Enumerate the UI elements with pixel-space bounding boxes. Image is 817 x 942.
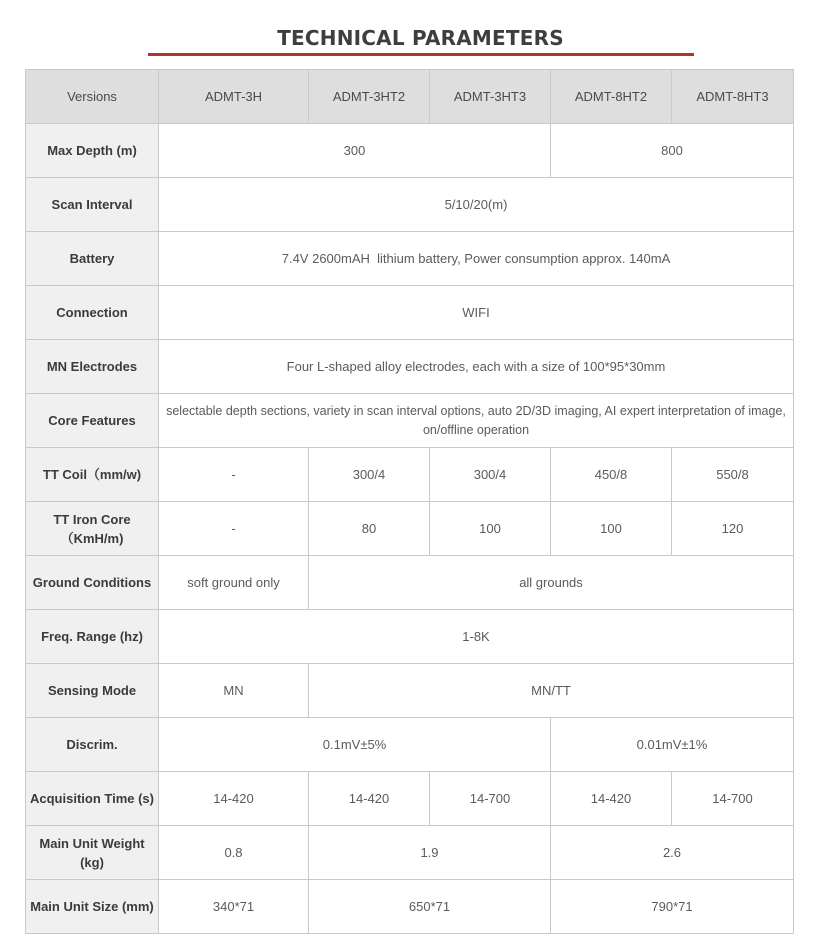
table-cell: 1-8K bbox=[159, 610, 794, 664]
header-model-cell: ADMT-3HT2 bbox=[309, 70, 430, 124]
table-cell: 2.6 bbox=[551, 826, 794, 880]
table-cell: MN bbox=[159, 664, 309, 718]
table-cell: 800 bbox=[551, 124, 794, 178]
table-cell: 0.8 bbox=[159, 826, 309, 880]
table-row-freq-range bbox=[26, 610, 794, 664]
table-row-core-features bbox=[26, 394, 794, 448]
table-cell: 120 bbox=[672, 502, 794, 556]
table-cell: 0.1mV±5% bbox=[159, 718, 551, 772]
row-label: Scan Interval bbox=[26, 178, 159, 232]
header-model-cell: ADMT-8HT2 bbox=[551, 70, 672, 124]
table-cell: 14-420 bbox=[309, 772, 430, 826]
table-cell: 650*71 bbox=[309, 880, 551, 934]
table-cell: 7.4V 2600mAH lithium battery, Power consumption approx. 140mA bbox=[159, 232, 794, 286]
table-row-main-unit-weight bbox=[26, 826, 794, 880]
header-model-cell: ADMT-8HT3 bbox=[672, 70, 794, 124]
table-cell: 100 bbox=[430, 502, 551, 556]
row-label: Ground Conditions bbox=[26, 556, 159, 610]
table-cell: 5/10/20(m) bbox=[159, 178, 794, 232]
table-header-row bbox=[26, 70, 794, 124]
table-row-discrim bbox=[26, 718, 794, 772]
page-title: TECHNICAL PARAMETERS bbox=[277, 26, 564, 50]
table-cell: 340*71 bbox=[159, 880, 309, 934]
table-row-main-unit-size bbox=[26, 880, 794, 934]
header-versions-label: Versions bbox=[26, 70, 159, 124]
table-cell: 80 bbox=[309, 502, 430, 556]
table-row-scan-interval bbox=[26, 178, 794, 232]
table-row-ground-conditions bbox=[26, 556, 794, 610]
table-cell: 790*71 bbox=[551, 880, 794, 934]
table-cell: 0.01mV±1% bbox=[551, 718, 794, 772]
table-cell: 14-420 bbox=[551, 772, 672, 826]
row-label: Sensing Mode bbox=[26, 664, 159, 718]
table-cell: MN/TT bbox=[309, 664, 794, 718]
row-label: TT Iron Core（KmH/m) bbox=[26, 502, 159, 556]
row-label: Max Depth (m) bbox=[26, 124, 159, 178]
table-cell: 450/8 bbox=[551, 448, 672, 502]
table-cell: 100 bbox=[551, 502, 672, 556]
table-cell: all grounds bbox=[309, 556, 794, 610]
table-cell: 14-700 bbox=[430, 772, 551, 826]
table-cell: 14-700 bbox=[672, 772, 794, 826]
header-model-cell: ADMT-3HT3 bbox=[430, 70, 551, 124]
table-cell: 1.9 bbox=[309, 826, 551, 880]
table-row-connection bbox=[26, 286, 794, 340]
table-row-battery bbox=[26, 232, 794, 286]
table-row-tt-iron-core bbox=[26, 502, 794, 556]
table-cell: 300 bbox=[159, 124, 551, 178]
row-label: Discrim. bbox=[26, 718, 159, 772]
table-cell: - bbox=[159, 448, 309, 502]
table-row-acquisition-time bbox=[26, 772, 794, 826]
table-row-max-depth bbox=[26, 124, 794, 178]
table-cell: 14-420 bbox=[159, 772, 309, 826]
row-label: Main Unit Weight (kg) bbox=[26, 826, 159, 880]
header-model-cell: ADMT-3H bbox=[159, 70, 309, 124]
row-label: Acquisition Time (s) bbox=[26, 772, 159, 826]
table-row-sensing-mode bbox=[26, 664, 794, 718]
row-label: Main Unit Size (mm) bbox=[26, 880, 159, 934]
row-label: Connection bbox=[26, 286, 159, 340]
row-label: Battery bbox=[26, 232, 159, 286]
table-cell: 550/8 bbox=[672, 448, 794, 502]
row-label: Core Features bbox=[26, 394, 159, 448]
table-cell: soft ground only bbox=[159, 556, 309, 610]
row-label: TT Coil（mm/w) bbox=[26, 448, 159, 502]
table-cell: 300/4 bbox=[309, 448, 430, 502]
title-underline bbox=[148, 53, 694, 56]
row-label: Freq. Range (hz) bbox=[26, 610, 159, 664]
table-cell: - bbox=[159, 502, 309, 556]
technical-parameters-table bbox=[25, 69, 794, 934]
table-cell: selectable depth sections, variety in scan interval options, auto 2D/3D imaging, AI expert interpretation of image, on/offline operation bbox=[159, 394, 794, 448]
table-row-tt-coil bbox=[26, 448, 794, 502]
table-cell: WIFI bbox=[159, 286, 794, 340]
table-row-mn-electrodes bbox=[26, 340, 794, 394]
table-cell: 300/4 bbox=[430, 448, 551, 502]
table-cell: Four L-shaped alloy electrodes, each with a size of 100*95*30mm bbox=[159, 340, 794, 394]
row-label: MN Electrodes bbox=[26, 340, 159, 394]
